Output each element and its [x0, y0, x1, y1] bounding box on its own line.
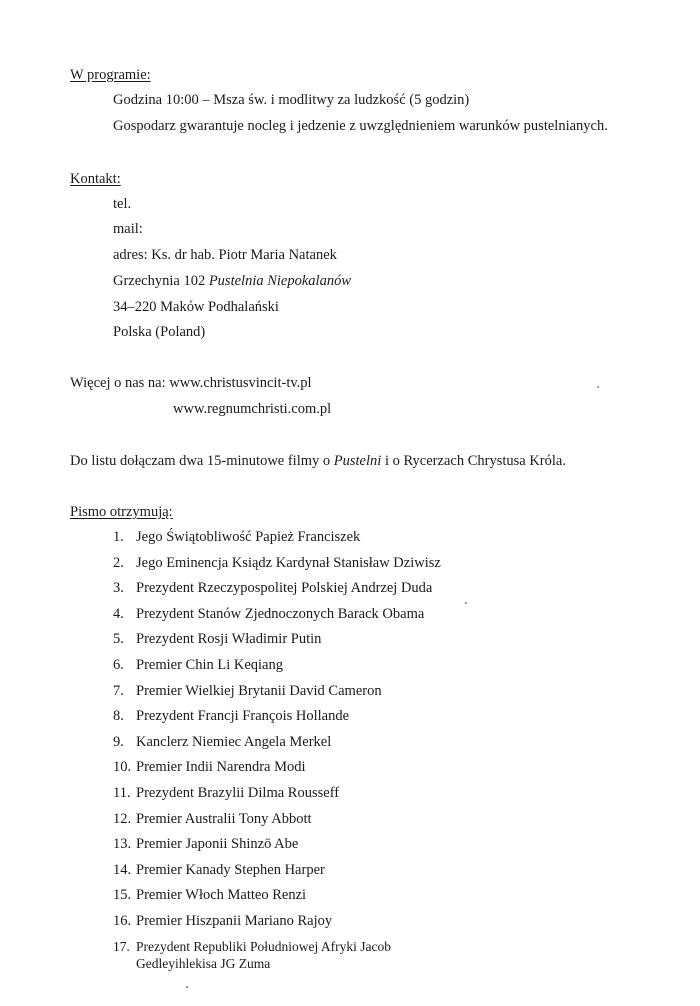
- more-info-line1: Więcej o nas na: www.christusvincit-tv.pl: [70, 375, 312, 391]
- list-item-number: 11.: [113, 784, 131, 801]
- list-item: [113, 733, 633, 759]
- contact-address-line3: 34–220 Maków Podhalański: [113, 299, 279, 315]
- list-item: [113, 784, 633, 810]
- list-item-text: Premier Australii Tony Abbott: [136, 810, 312, 827]
- list-item: [113, 528, 633, 554]
- list-item-number: 9.: [113, 733, 124, 750]
- list-item-text: Premier Japonii Shinzō Abe: [136, 836, 299, 853]
- list-item-text: Jego Świątobliwość Papież Franciszek: [136, 529, 361, 545]
- list-item-text: Premier Włoch Matteo Renzi: [136, 887, 307, 904]
- attachment-text-after: i o Rycerzach Chrystusa Króla.: [381, 453, 566, 469]
- contact-address-line4: Polska (Poland): [113, 324, 206, 340]
- recipients-list: [113, 528, 633, 972]
- attachment-line: [70, 452, 566, 470]
- contact-address-line2: [113, 272, 351, 290]
- list-item-text: Premier Indii Narendra Modi: [136, 759, 306, 776]
- scan-speck: [186, 986, 188, 988]
- redacted-tel-block: [140, 193, 470, 213]
- list-item-text: Premier Hiszpanii Mariano Rajoy: [136, 912, 333, 929]
- attachment-text-before: Do listu dołączam dwa 15-minutowe filmy o: [70, 453, 334, 469]
- list-item-text: Prezydent Rzeczypospolitej Polskiej Andrzej Duda: [136, 580, 433, 597]
- list-item-text: Prezydent Republiki Południowej Afryki Jacob Gedleyihlekisa JG Zuma: [136, 938, 391, 971]
- list-item-number: 7.: [113, 682, 124, 699]
- list-item-text: Premier Wielkiej Brytanii David Cameron: [136, 682, 382, 699]
- redacted-mail-block: [150, 218, 470, 238]
- list-item-number: 14.: [113, 861, 132, 878]
- list-item-number: 15.: [113, 887, 132, 904]
- contact-tel-label: tel.: [113, 196, 132, 212]
- contact-heading: Kontakt:: [70, 171, 121, 187]
- list-item: [113, 912, 633, 938]
- list-item-text: Jego Eminencja Ksiądz Kardynał Stanisław Dziwisz: [136, 554, 441, 571]
- list-item-number: 2.: [113, 554, 124, 571]
- address-street: Grzechynia 102: [113, 273, 209, 289]
- list-item: [113, 605, 633, 631]
- more-info-url2: www.regnumchristi.com.pl: [173, 401, 332, 417]
- list-item-number: 5.: [113, 631, 124, 648]
- scan-speck: [465, 602, 467, 604]
- contact-mail-label: mail:: [113, 221, 143, 237]
- list-item-number: 17.: [113, 938, 130, 954]
- list-item: [113, 707, 633, 733]
- scan-speck: [597, 386, 599, 388]
- list-item-number: 13.: [113, 836, 132, 853]
- list-item: [113, 938, 633, 972]
- list-item-text: Prezydent Brazylii Dilma Rousseff: [136, 784, 340, 801]
- list-item: [113, 810, 633, 836]
- list-item: [113, 682, 633, 708]
- program-line-mass: Godzina 10:00 – Msza św. i modlitwy za ludzkość (5 godzin): [113, 92, 470, 108]
- attachment-italic: Pustelni: [333, 453, 382, 469]
- list-item: [113, 579, 633, 605]
- list-item-number: 4.: [113, 605, 124, 622]
- contact-address-line1: adres: Ks. dr hab. Piotr Maria Natanek: [113, 247, 337, 263]
- list-item-number: 6.: [113, 656, 124, 673]
- list-item: [113, 630, 633, 656]
- list-item-text: Premier Kanady Stephen Harper: [136, 861, 325, 878]
- list-item: [113, 886, 633, 912]
- list-item-text: Premier Chin Li Keqiang: [136, 656, 283, 673]
- list-item-number: 16.: [113, 912, 132, 929]
- list-item-text: Prezydent Francji François Hollande: [136, 708, 350, 725]
- list-item-number: 3.: [113, 580, 124, 597]
- program-line-host: Gospodarz gwarantuje nocleg i jedzenie z uwzględnieniem warunków pustelnianych.: [113, 118, 608, 134]
- address-hermitage-name: Pustelnia Niepokalanów: [208, 273, 351, 289]
- list-item: [113, 861, 633, 887]
- list-item-number: 8.: [113, 708, 124, 725]
- list-item-number: 1.: [113, 529, 124, 545]
- list-item: [113, 758, 633, 784]
- list-item-text: Prezydent Rosji Władimir Putin: [136, 631, 322, 648]
- list-item-text: Kanclerz Niemiec Angela Merkel: [136, 733, 332, 750]
- list-item-number: 12.: [113, 810, 132, 827]
- list-item: [113, 656, 633, 682]
- program-heading: W programie:: [70, 67, 151, 83]
- recipients-heading: Pismo otrzymują:: [70, 504, 173, 520]
- list-item-text: Prezydent Stanów Zjednoczonych Barack Obama: [136, 605, 425, 622]
- list-item-number: 10.: [113, 759, 132, 776]
- list-item: [113, 554, 633, 580]
- list-item: [113, 835, 633, 861]
